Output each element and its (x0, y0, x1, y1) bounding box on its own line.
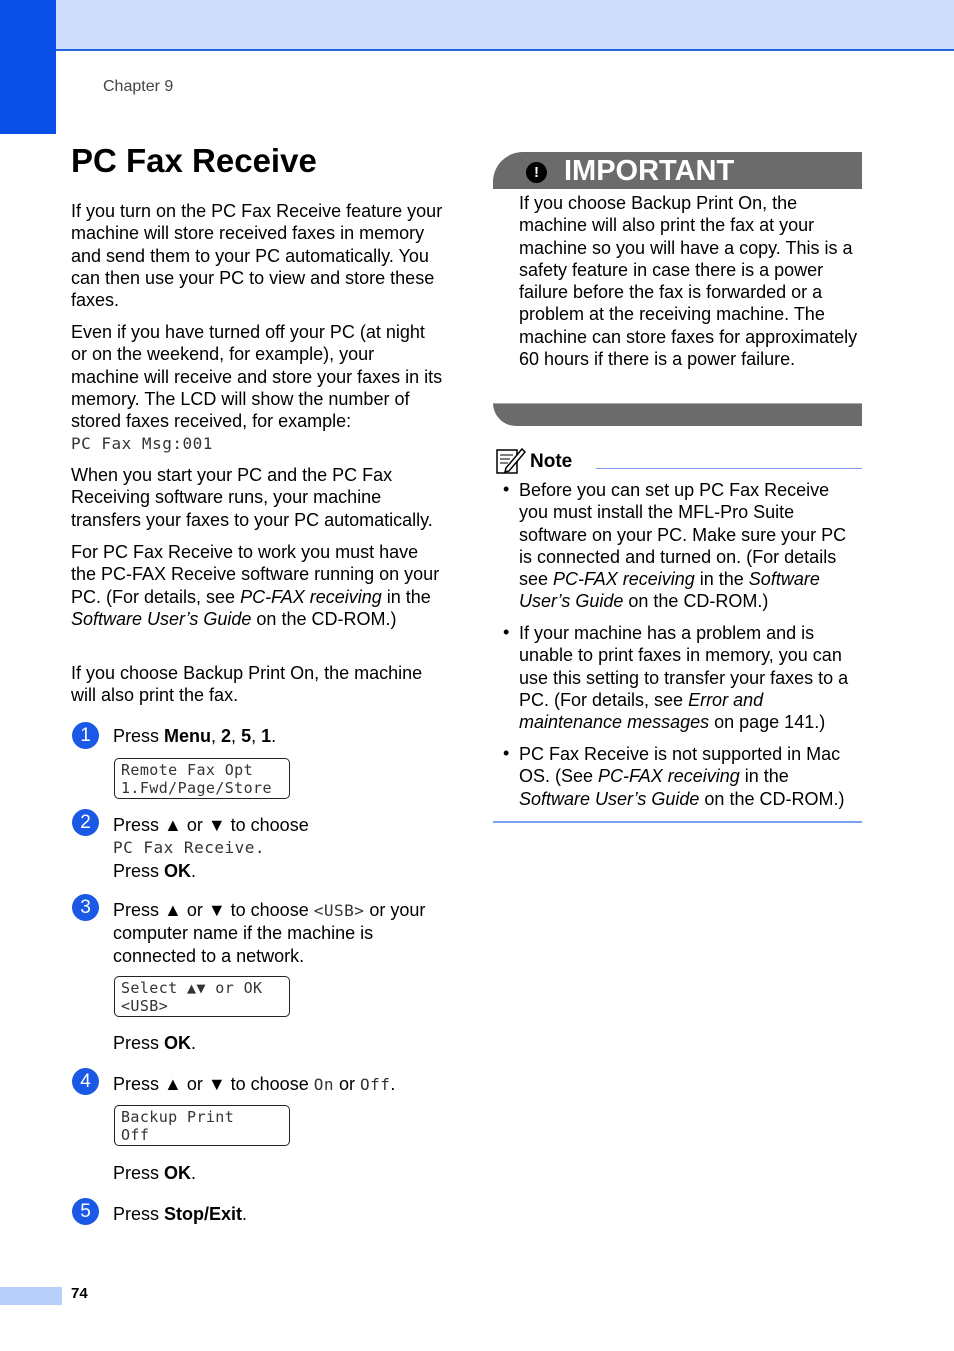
page-title: PC Fax Receive (71, 142, 317, 179)
lcd-display-3: Select ▲▼ or OK <USB> (114, 976, 290, 1017)
req-ref-pcfax: PC-FAX receiving (240, 586, 382, 607)
chapter-tab (0, 0, 56, 134)
step-3-usb: <USB> (313, 901, 365, 920)
step-2-option: PC Fax Receive. (113, 838, 265, 858)
note-3-ref-guide: Software User’s Guide (519, 788, 700, 809)
note-2-ref: Error and maintenance messages (519, 689, 764, 733)
paragraph-pc-off-text: Even if you have turned off your PC (at night or on the weekend, for example), your machine will receive and store your faxes in its memory. The LCD will show the number of stored faxes received, for example: (71, 322, 443, 432)
important-body: If you choose Backup Print On, the machine will also print the fax at your machine so you will have a copy. This is a safety feature in case there is a power failure before the fax is forwarded or a problem at the receiving machine. The machine can store faxes for approximately 60 hours if there is a power failure. (519, 193, 858, 370)
step-4-text-a: Press ▲ or ▼ to choose (113, 1074, 314, 1094)
note-1-b: in the (694, 569, 749, 590)
note-3-c: on the CD-ROM.) (699, 788, 845, 809)
req-text-a: For PC Fax Receive to work you must have the PC-FAX Receive software running on your PC. (For details, see (71, 542, 440, 607)
lcd-display-1: Remote Fax Opt 1.Fwd/Page/Store (114, 758, 290, 799)
note-1-ref: PC-FAX receiving (553, 569, 695, 590)
paragraph-transfer: When you start your PC and the PC Fax Receiving software runs, your machine transfers your faxes to your PC automatically. (71, 465, 433, 530)
warning-icon: ! (526, 162, 547, 183)
header-bar (0, 0, 954, 51)
step-1-end: . (271, 726, 277, 746)
important-footer-bar (493, 403, 862, 426)
step-1-key-2: 2 (221, 726, 232, 746)
note-divider (596, 468, 862, 469)
note-bullet: • (503, 743, 510, 763)
footer-bar (0, 1287, 62, 1305)
step-1-text (113, 725, 443, 747)
paragraph-requirements (71, 541, 443, 630)
step-5-badge: 5 (72, 1198, 99, 1225)
chapter-label: Chapter 9 (103, 78, 174, 95)
important-title: IMPORTANT (564, 155, 735, 187)
step-1-press: Press (113, 726, 165, 746)
note-item-2 (519, 622, 862, 733)
step-1-key-5: 5 (241, 726, 252, 746)
step-2-badge: 2 (72, 809, 99, 836)
step-2-press: Press (113, 860, 165, 881)
step-5-text (113, 1203, 443, 1225)
step-4-or: or (333, 1074, 360, 1094)
step-4-off: Off (360, 1075, 391, 1094)
step-3-ok-key: OK (164, 1033, 192, 1053)
page-number: 74 (71, 1285, 88, 1302)
step-4-end2: . (191, 1163, 197, 1183)
step-2-ok-key: OK (164, 860, 192, 881)
note-bullet: • (503, 622, 510, 642)
step-3-text (113, 899, 443, 967)
step-4-end: . (390, 1074, 396, 1094)
note-item-3 (519, 743, 862, 810)
paragraph-intro: If you turn on the PC Fax Receive feature your machine will store received faxes in memory and send them to your PC automatically. You can then use your PC to view and store these faxes. (71, 201, 443, 311)
important-header (493, 152, 862, 189)
paragraph-pc-off (71, 321, 443, 456)
step-4-press-ok (113, 1162, 443, 1184)
note-item-1 (519, 479, 862, 613)
step-1-menu-key: Menu (164, 726, 212, 746)
step-1-badge: 1 (72, 722, 99, 749)
step-4-press: Press (113, 1163, 165, 1183)
step-4-ok-key: OK (164, 1163, 192, 1183)
note-end-divider (493, 821, 862, 823)
step-2-line: Press ▲ or ▼ to choose (113, 815, 309, 835)
note-3-a: PC Fax Receive is not supported in Mac OS. (See (519, 744, 841, 787)
step-4-text (113, 1073, 443, 1096)
note-2-a: If your machine has a problem and is unable to print faxes in memory, you can use this setting to transfer your faxes to a PC. (For details, see (519, 623, 849, 710)
step-1-sep: , (231, 726, 242, 746)
step-3-text-b: or your computer name if the machine is connected to a network. (113, 900, 426, 966)
req-text-b: in the (381, 586, 431, 607)
step-3-badge: 3 (72, 894, 99, 921)
note-2-b: on page 141.) (709, 712, 826, 733)
note-1-c: on the CD-ROM.) (623, 591, 769, 612)
req-ref-guide: Software User’s Guide (71, 608, 252, 629)
note-3-ref: PC-FAX receiving (598, 766, 740, 787)
step-4-badge: 4 (72, 1068, 99, 1095)
step-2-text (113, 814, 443, 882)
step-3-text-a: Press ▲ or ▼ to choose (113, 900, 314, 920)
step-5-end: . (242, 1204, 248, 1224)
note-3-b: in the (739, 766, 789, 787)
step-4-on: On (313, 1075, 334, 1094)
paragraph-backup: If you choose Backup Print On, the machine will also print the fax. (71, 663, 423, 706)
step-1-key-1: 1 (261, 726, 272, 746)
req-text-c: on the CD-ROM.) (251, 608, 397, 629)
step-3-press: Press (113, 1033, 165, 1053)
step-5-stop-exit-key: Stop/Exit (164, 1204, 243, 1224)
step-3-press-ok (113, 1032, 443, 1054)
note-1-ref-guide: Software User’s Guide (519, 569, 820, 612)
note-title: Note (530, 451, 573, 472)
note-bullet: • (503, 479, 510, 499)
note-1-a: Before you can set up PC Fax Receive you must install the MFL-Pro Suite software on your PC. Make sure your PC is connected and turned on. (For details see (519, 480, 847, 590)
note-pencil-icon (496, 446, 526, 474)
step-5-press: Press (113, 1204, 165, 1224)
lcd-inline-example: PC Fax Msg:001 (71, 434, 213, 454)
step-2-end: . (191, 860, 197, 881)
step-1-sep: , (251, 726, 262, 746)
step-1-sep: , (211, 726, 222, 746)
lcd-display-4: Backup Print Off (114, 1105, 290, 1146)
step-3-end: . (191, 1033, 197, 1053)
